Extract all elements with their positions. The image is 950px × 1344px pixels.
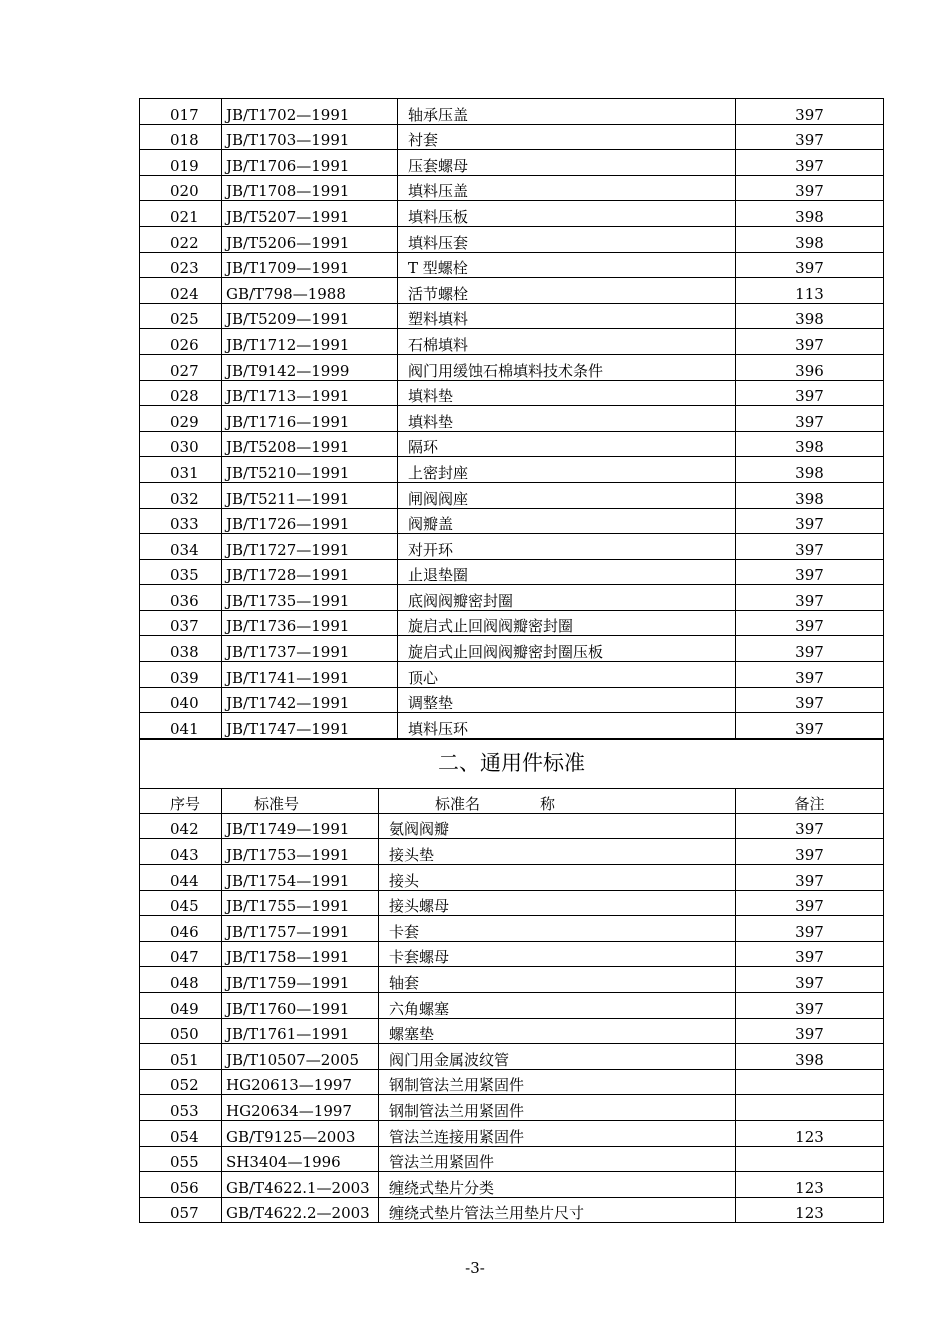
cell-standard: JB/T1713—1991 [222,380,398,406]
cell-name: 对开环 [398,534,736,560]
table-row [140,813,884,839]
cell-no: 033 [140,508,222,534]
cell-name: 填料压板 [398,201,736,227]
table-row [140,354,884,380]
cell-note: 398 [736,226,884,252]
cell-note: 397 [736,406,884,432]
table-row [140,303,884,329]
cell-note: 123 [736,1197,884,1223]
cell-no: 044 [140,865,222,891]
cell-note: 397 [736,890,884,916]
cell-note: 397 [736,99,884,125]
cell-standard: JB/T1749—1991 [222,813,379,839]
cell-no: 023 [140,252,222,278]
cell-standard: JB/T1741—1991 [222,662,398,688]
cell-standard: GB/T9125—2003 [222,1120,379,1146]
section-title: 二、通用件标准 [140,739,884,788]
cell-no: 024 [140,278,222,304]
cell-standard: JB/T1759—1991 [222,967,379,993]
table-row [140,1197,884,1223]
cell-no: 041 [140,713,222,739]
cell-name: 接头螺母 [379,890,736,916]
header-std: 标准号 [222,788,379,813]
cell-standard: JB/T1757—1991 [222,916,379,942]
cell-name: 顶心 [398,662,736,688]
cell-standard: JB/T10507—2005 [222,1044,379,1070]
cell-name: 石棉填料 [398,329,736,355]
cell-no: 039 [140,662,222,688]
cell-standard: JB/T5209—1991 [222,303,398,329]
cell-note: 397 [736,329,884,355]
cell-name: 螺塞垫 [379,1018,736,1044]
cell-standard: JB/T1754—1991 [222,865,379,891]
cell-name: 阀门用缓蚀石棉填料技术条件 [398,354,736,380]
cell-note [736,1069,884,1095]
cell-standard: HG20634—1997 [222,1095,379,1121]
cell-standard: JB/T1709—1991 [222,252,398,278]
cell-name: 阀门用金属波纹管 [379,1044,736,1070]
table-row [140,865,884,891]
cell-note: 397 [736,252,884,278]
cell-standard: JB/T1702—1991 [222,99,398,125]
cell-note: 113 [736,278,884,304]
cell-no: 046 [140,916,222,942]
table-row [140,1146,884,1172]
cell-note [736,1146,884,1172]
cell-no: 032 [140,482,222,508]
table-row [140,941,884,967]
table-row [140,1172,884,1198]
cell-note: 397 [736,150,884,176]
cell-note: 397 [736,941,884,967]
cell-no: 018 [140,124,222,150]
table-row [140,890,884,916]
cell-note: 397 [736,662,884,688]
cell-name: 底阀阀瓣密封圈 [398,585,736,611]
table-row [140,1120,884,1146]
cell-standard: JB/T1716—1991 [222,406,398,432]
page-number: -3- [465,1259,485,1277]
cell-name: 上密封座 [398,457,736,483]
cell-note: 397 [736,610,884,636]
cell-no: 017 [140,99,222,125]
cell-standard: JB/T1753—1991 [222,839,379,865]
table-row [140,278,884,304]
cell-standard: JB/T5210—1991 [222,457,398,483]
table-row [140,993,884,1019]
cell-name: 活节螺栓 [398,278,736,304]
cell-standard: JB/T9142—1999 [222,354,398,380]
cell-standard: SH3404—1996 [222,1146,379,1172]
cell-standard: JB/T1727—1991 [222,534,398,560]
cell-standard: JB/T1758—1991 [222,941,379,967]
cell-note: 397 [736,508,884,534]
cell-name: 止退垫圈 [398,559,736,585]
cell-note: 398 [736,303,884,329]
cell-no: 040 [140,687,222,713]
cell-standard: JB/T1747—1991 [222,713,398,739]
cell-name: 填料压环 [398,713,736,739]
cell-note: 397 [736,713,884,739]
header-note: 备注 [736,788,884,813]
cell-no: 034 [140,534,222,560]
cell-note: 397 [736,534,884,560]
table-row [140,713,884,739]
cell-no: 045 [140,890,222,916]
cell-no: 055 [140,1146,222,1172]
cell-no: 035 [140,559,222,585]
cell-name: 接头 [379,865,736,891]
cell-standard: GB/T4622.1—2003 [222,1172,379,1198]
cell-note: 397 [736,175,884,201]
cell-standard: GB/T4622.2—2003 [222,1197,379,1223]
cell-name: 阀瓣盖 [398,508,736,534]
cell-no: 029 [140,406,222,432]
cell-note: 397 [736,813,884,839]
table-row [140,534,884,560]
table-row [140,252,884,278]
cell-standard: JB/T5206—1991 [222,226,398,252]
cell-name: 缠绕式垫片分类 [379,1172,736,1198]
cell-name: 旋启式止回阀阀瓣密封圈压板 [398,636,736,662]
table-row [140,457,884,483]
cell-note: 398 [736,1044,884,1070]
cell-note: 397 [736,967,884,993]
table-row [140,380,884,406]
cell-standard: JB/T1735—1991 [222,585,398,611]
cell-note: 397 [736,1018,884,1044]
table-row [140,839,884,865]
cell-note: 397 [736,636,884,662]
cell-name: 钢制管法兰用紧固件 [379,1069,736,1095]
cell-name: 填料垫 [398,406,736,432]
cell-no: 047 [140,941,222,967]
header-no: 序号 [140,788,222,813]
cell-no: 019 [140,150,222,176]
cell-name: 压套螺母 [398,150,736,176]
cell-standard: JB/T1736—1991 [222,610,398,636]
cell-standard: JB/T5211—1991 [222,482,398,508]
cell-standard: JB/T1712—1991 [222,329,398,355]
cell-no: 050 [140,1018,222,1044]
cell-name: 调整垫 [398,687,736,713]
table-row [140,662,884,688]
cell-note: 398 [736,482,884,508]
cell-name: 管法兰连接用紧固件 [379,1120,736,1146]
cell-note: 397 [736,993,884,1019]
cell-standard: JB/T1755—1991 [222,890,379,916]
cell-no: 022 [140,226,222,252]
table-row [140,482,884,508]
cell-no: 025 [140,303,222,329]
cell-no: 043 [140,839,222,865]
table-header [140,788,884,813]
cell-standard: JB/T5207—1991 [222,201,398,227]
cell-standard: JB/T1761—1991 [222,1018,379,1044]
cell-no: 020 [140,175,222,201]
cell-standard: JB/T1708—1991 [222,175,398,201]
cell-no: 031 [140,457,222,483]
cell-no: 027 [140,354,222,380]
cell-name: 卡套 [379,916,736,942]
cell-no: 053 [140,1095,222,1121]
cell-note: 398 [736,201,884,227]
cell-name: 隔环 [398,431,736,457]
table-row [140,559,884,585]
table-row [140,1044,884,1070]
header-name: 标准名 称 [379,788,736,813]
cell-no: 054 [140,1120,222,1146]
cell-name: 接头垫 [379,839,736,865]
table-row [140,610,884,636]
cell-no: 042 [140,813,222,839]
cell-note: 397 [736,916,884,942]
cell-name: 轴承压盖 [398,99,736,125]
cell-standard: JB/T1742—1991 [222,687,398,713]
cell-name: 六角螺塞 [379,993,736,1019]
cell-name: 缠绕式垫片管法兰用垫片尺寸 [379,1197,736,1223]
cell-no: 052 [140,1069,222,1095]
cell-note [736,1095,884,1121]
cell-name: 卡套螺母 [379,941,736,967]
table-row [140,201,884,227]
cell-standard: HG20613—1997 [222,1069,379,1095]
table-row [140,916,884,942]
cell-note: 397 [736,380,884,406]
table-row [140,585,884,611]
cell-name: 钢制管法兰用紧固件 [379,1095,736,1121]
cell-standard: GB/T798—1988 [222,278,398,304]
table-row [140,1069,884,1095]
table-row [140,406,884,432]
cell-no: 030 [140,431,222,457]
cell-name: 塑料填料 [398,303,736,329]
table-row [140,329,884,355]
cell-standard: JB/T5208—1991 [222,431,398,457]
table-row [140,99,884,125]
cell-no: 056 [140,1172,222,1198]
cell-name: 轴套 [379,967,736,993]
table-row [140,431,884,457]
cell-note: 397 [736,839,884,865]
standards-table [139,98,883,1223]
cell-name: 衬套 [398,124,736,150]
cell-standard: JB/T1706—1991 [222,150,398,176]
table-part2 [139,739,884,1224]
cell-name: 旋启式止回阀阀瓣密封圈 [398,610,736,636]
cell-name: 闸阀阀座 [398,482,736,508]
cell-note: 123 [736,1120,884,1146]
cell-note: 397 [736,585,884,611]
cell-standard: JB/T1737—1991 [222,636,398,662]
cell-note: 397 [736,124,884,150]
cell-note: 123 [736,1172,884,1198]
cell-standard: JB/T1728—1991 [222,559,398,585]
cell-no: 021 [140,201,222,227]
cell-note: 398 [736,431,884,457]
cell-name: 填料压套 [398,226,736,252]
table-row [140,508,884,534]
table-row [140,967,884,993]
cell-no: 028 [140,380,222,406]
cell-no: 026 [140,329,222,355]
cell-no: 057 [140,1197,222,1223]
cell-name: 填料压盖 [398,175,736,201]
cell-name: 填料垫 [398,380,736,406]
cell-standard: JB/T1703—1991 [222,124,398,150]
table-row [140,1095,884,1121]
cell-name: 管法兰用紧固件 [379,1146,736,1172]
cell-note: 398 [736,457,884,483]
cell-note: 397 [736,687,884,713]
table-row [140,636,884,662]
cell-no: 036 [140,585,222,611]
table-row [140,1018,884,1044]
cell-note: 396 [736,354,884,380]
table-row [140,226,884,252]
cell-standard: JB/T1760—1991 [222,993,379,1019]
table-row [140,175,884,201]
table-part1 [139,98,884,739]
cell-no: 038 [140,636,222,662]
cell-note: 397 [736,865,884,891]
cell-no: 048 [140,967,222,993]
cell-no: 049 [140,993,222,1019]
cell-name: 氨阀阀瓣 [379,813,736,839]
table-row [140,687,884,713]
cell-name: T 型螺栓 [398,252,736,278]
cell-standard: JB/T1726—1991 [222,508,398,534]
cell-no: 051 [140,1044,222,1070]
table-row [140,124,884,150]
table-row [140,150,884,176]
cell-note: 397 [736,559,884,585]
cell-no: 037 [140,610,222,636]
